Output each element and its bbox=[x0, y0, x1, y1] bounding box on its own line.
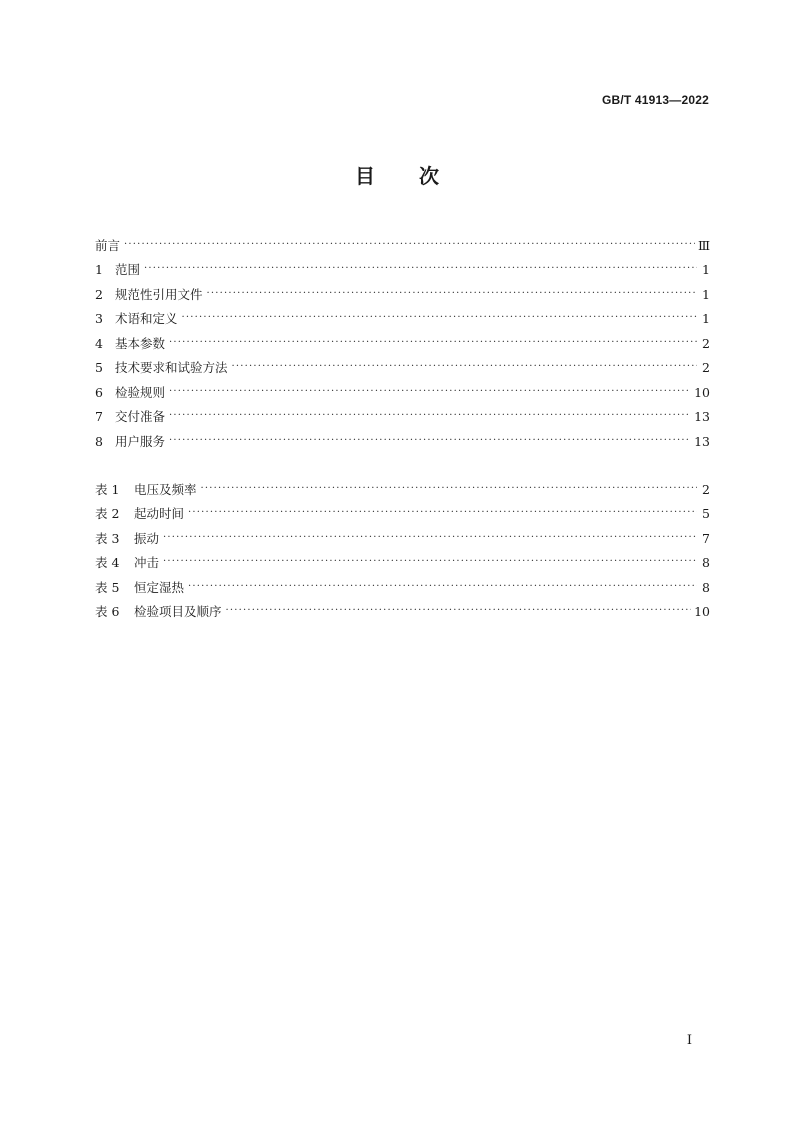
dot-leader bbox=[226, 605, 692, 617]
toc-tables-list bbox=[95, 473, 710, 620]
toc-entry-number: 表 1 bbox=[95, 481, 120, 497]
toc-entry-label: 交付准备 bbox=[115, 409, 166, 424]
toc-entry-label: 术语和定义 bbox=[115, 311, 178, 326]
toc-entry-label: 技术要求和试验方法 bbox=[115, 360, 228, 375]
toc-entry-page: 10 bbox=[694, 604, 710, 619]
toc-entry-section-8[interactable] bbox=[95, 425, 710, 450]
toc-entry-table-2[interactable] bbox=[95, 498, 710, 523]
toc-entry-section-6[interactable] bbox=[95, 376, 710, 401]
toc-entry-number: 2 bbox=[95, 286, 103, 302]
toc-entry-number: 8 bbox=[95, 433, 103, 449]
toc-entry-page: 5 bbox=[702, 506, 710, 521]
toc-entry-foreword[interactable] bbox=[95, 229, 710, 254]
toc-entry-number: 表 6 bbox=[95, 604, 120, 619]
toc-entry-page: 2 bbox=[702, 335, 710, 351]
toc-entry-number: 5 bbox=[95, 360, 103, 375]
toc-entry-page: 2 bbox=[702, 481, 710, 497]
toc-entry-label: 基本参数 bbox=[115, 335, 166, 351]
dot-leader bbox=[232, 361, 697, 373]
toc-entry-label: 检验项目及顺序 bbox=[134, 604, 222, 619]
toc-entry-number: 表 3 bbox=[95, 530, 120, 546]
dot-leader bbox=[169, 386, 691, 398]
toc-entry-page: 13 bbox=[694, 409, 710, 424]
dot-leader bbox=[182, 312, 697, 324]
toc-entry-label: 前言 bbox=[95, 237, 121, 253]
toc-entry-table-1[interactable] bbox=[95, 473, 710, 498]
toc-entry-label: 电压及频率 bbox=[134, 481, 197, 497]
toc-entry-page: 1 bbox=[702, 286, 710, 302]
toc-entry-table-4[interactable] bbox=[95, 547, 710, 572]
toc-entry-label: 恒定湿热 bbox=[134, 579, 185, 595]
toc-entry-section-7[interactable] bbox=[95, 401, 710, 426]
dot-leader bbox=[163, 532, 697, 544]
toc-entry-section-3[interactable] bbox=[95, 303, 710, 328]
toc-entry-page: Ⅲ bbox=[697, 237, 710, 253]
dot-leader bbox=[188, 507, 697, 519]
toc-entry-number: 表 4 bbox=[95, 555, 120, 570]
toc-entry-section-4[interactable] bbox=[95, 327, 710, 352]
toc-entry-label: 规范性引用文件 bbox=[115, 286, 203, 302]
page-title: 目次 bbox=[355, 164, 483, 188]
dot-leader bbox=[169, 410, 691, 422]
toc-entry-page: 8 bbox=[702, 555, 710, 570]
toc-entry-number: 6 bbox=[95, 384, 103, 400]
toc-entry-label: 检验规则 bbox=[115, 384, 166, 400]
toc-entry-number: 表 5 bbox=[95, 579, 120, 595]
toc-entry-table-3[interactable] bbox=[95, 522, 710, 547]
toc-entry-number: 4 bbox=[95, 335, 103, 351]
page-number: I bbox=[686, 1033, 692, 1048]
toc-entry-page: 8 bbox=[702, 579, 710, 595]
toc-entry-label: 冲击 bbox=[134, 555, 160, 570]
dot-leader bbox=[169, 435, 691, 447]
toc-entry-number: 3 bbox=[95, 311, 103, 326]
toc-entry-label: 振动 bbox=[134, 530, 160, 546]
toc-entry-page: 1 bbox=[702, 262, 710, 277]
dot-leader bbox=[188, 581, 697, 593]
toc-entry-section-1[interactable] bbox=[95, 254, 710, 279]
toc-entry-label: 范围 bbox=[115, 262, 141, 277]
toc-entry-page: 2 bbox=[702, 360, 710, 375]
toc-entry-number: 7 bbox=[95, 409, 103, 424]
toc-entry-page: 13 bbox=[694, 433, 710, 449]
toc-entry-page: 1 bbox=[702, 311, 710, 326]
toc-entry-table-5[interactable] bbox=[95, 571, 710, 596]
toc-entry-section-5[interactable] bbox=[95, 352, 710, 377]
dot-leader bbox=[163, 556, 697, 568]
toc-entry-page: 10 bbox=[694, 384, 710, 400]
toc-entry-number: 表 2 bbox=[95, 506, 120, 521]
standard-number: GB/T 41913—2022 bbox=[601, 93, 709, 107]
dot-leader bbox=[207, 288, 697, 300]
toc-entry-label: 起动时间 bbox=[134, 506, 185, 521]
dot-leader bbox=[201, 483, 697, 495]
toc-entry-label: 用户服务 bbox=[115, 433, 166, 449]
toc-entry-number: 1 bbox=[95, 262, 103, 277]
toc-entry-page: 7 bbox=[702, 530, 710, 546]
toc-sections-list bbox=[95, 229, 710, 450]
dot-leader bbox=[169, 337, 697, 349]
dot-leader bbox=[144, 263, 697, 275]
toc-entry-section-2[interactable] bbox=[95, 278, 710, 303]
toc-entry-table-6[interactable] bbox=[95, 596, 710, 621]
dot-leader bbox=[124, 239, 695, 251]
